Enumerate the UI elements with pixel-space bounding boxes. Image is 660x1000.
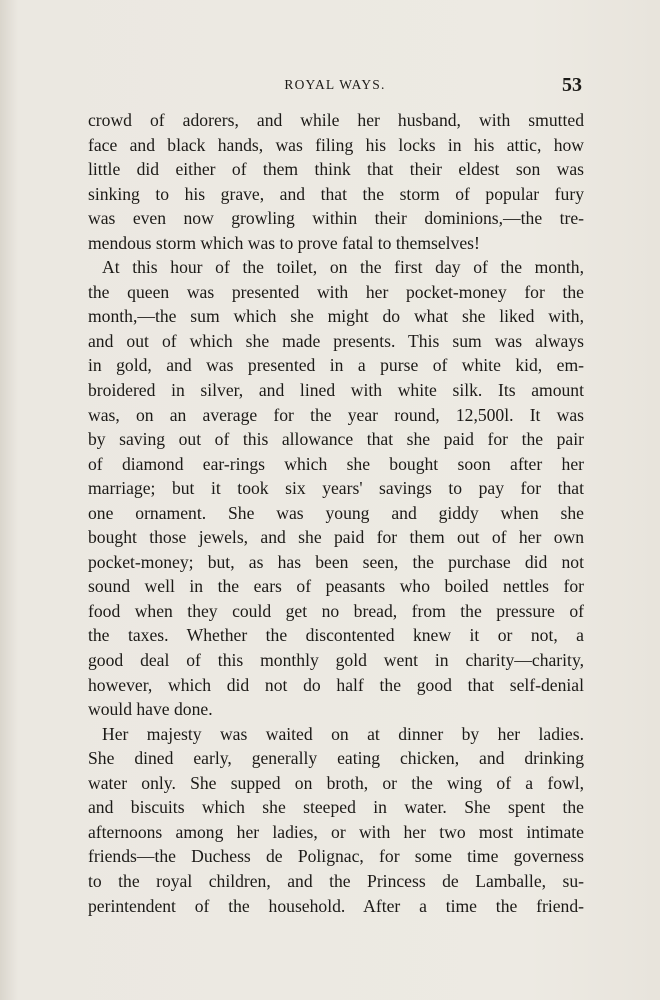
page-number: 53	[562, 74, 582, 96]
text-line: the queen was presented with her pocket-money for the	[88, 281, 584, 302]
text-line: crowd of adorers, and while her husband, with smutted	[88, 110, 584, 130]
text-line: one ornament. She was young and giddy when she	[88, 502, 584, 523]
text-line: was even now growling within their dominions,—the tre-	[88, 208, 584, 229]
text-line: of diamond ear-rings which she bought soon after her	[88, 453, 584, 474]
text-line: At this hour of the toilet, on the first day of the month,	[102, 257, 584, 278]
running-head	[88, 74, 582, 98]
text-line: marriage; but it took six years' savings to pay for that	[88, 478, 584, 499]
text-line: afternoons among her ladies, or with her two most intimate	[88, 821, 584, 842]
text-line: and biscuits which she steeped in water. She spent the	[88, 797, 584, 818]
text-line: by saving out of this allowance that she paid for the pair	[88, 429, 584, 450]
text-line: and out of which she made presents. This sum was always	[88, 330, 584, 351]
text-line: was, on an average for the year round, 12,500l. It was	[88, 404, 584, 425]
text-line: water only. She supped on broth, or the wing of a fowl,	[88, 772, 584, 793]
text-line: face and black hands, was filing his locks in his attic, how	[88, 134, 584, 155]
text-line: broidered in silver, and lined with white silk. Its amount	[88, 380, 584, 401]
text-line: good deal of this monthly gold went in charity—charity,	[88, 650, 584, 671]
text-line: the taxes. Whether the discontented knew it or not, a	[88, 625, 584, 646]
text-line: little did either of them think that their eldest son was	[88, 159, 584, 180]
text-line: in gold, and was presented in a purse of white kid, em-	[88, 355, 584, 376]
text-line: She dined early, generally eating chicken, and drinking	[88, 748, 584, 769]
text-line: pocket-money; but, as has been seen, the purchase did not	[88, 551, 584, 572]
body-text	[88, 108, 584, 918]
running-title: ROYAL WAYS.	[284, 77, 386, 92]
text-line: mendous storm which was to prove fatal to themselves!	[88, 232, 480, 253]
text-line: sound well in the ears of peasants who boiled nettles for	[88, 576, 584, 597]
text-line: bought those jewels, and she paid for them out of her own	[88, 527, 584, 548]
text-line: food when they could get no bread, from the pressure of	[88, 600, 584, 621]
text-line: sinking to his grave, and that the storm of popular fury	[88, 183, 584, 204]
text-line: friends—the Duchess de Polignac, for some time governess	[88, 846, 584, 867]
text-line: to the royal children, and the Princess de Lamballe, su-	[88, 870, 584, 891]
text-line: Her majesty was waited on at dinner by her ladies.	[102, 723, 584, 744]
text-line: would have done.	[88, 699, 213, 720]
text-line: month,—the sum which she might do what she liked with,	[88, 306, 584, 327]
text-line: perintendent of the household. After a time the friend-	[88, 895, 584, 916]
text-line: however, which did not do half the good that self-denial	[88, 674, 584, 695]
